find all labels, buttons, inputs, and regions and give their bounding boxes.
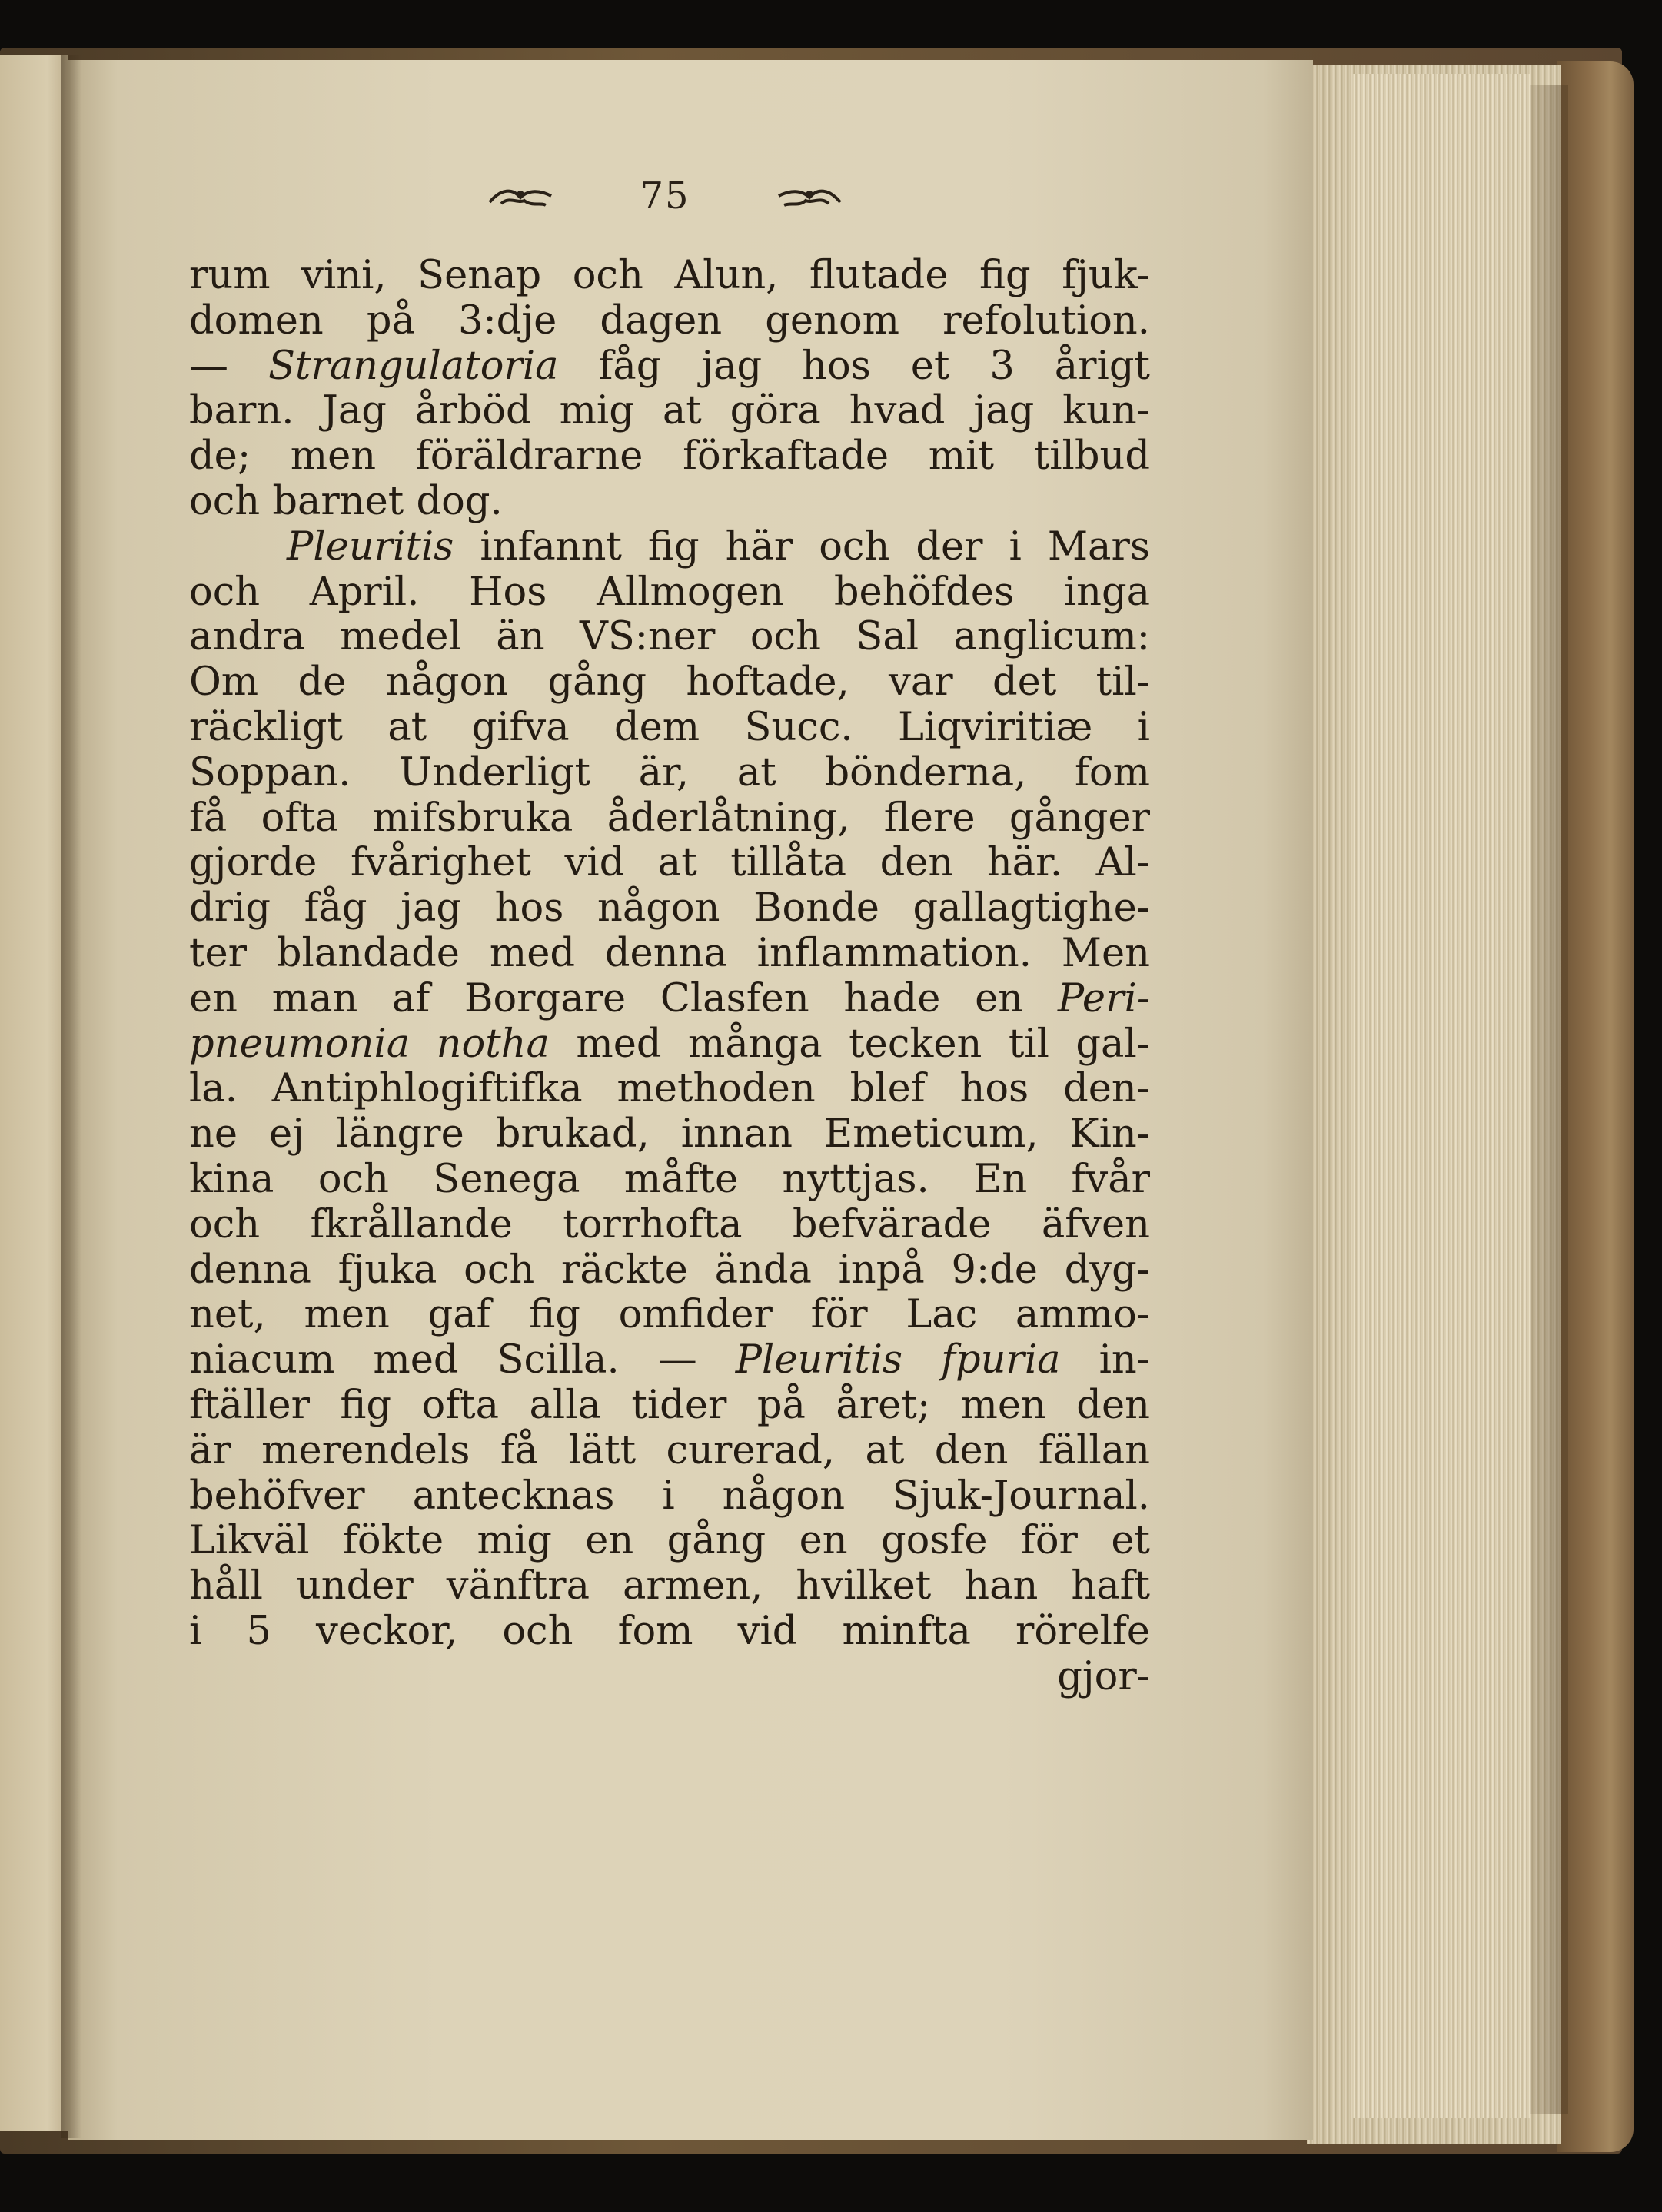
text-run: en man af Borgare Clasfen hade en [189,975,1058,1021]
text-run: kina och Senega måfte nyttjas. En fvår [189,1156,1150,1202]
text-run: andra medel än VS:ner och Sal anglicum: [189,614,1150,660]
text-line [189,254,1150,299]
text-line [189,977,1150,1022]
text-line [189,1293,1150,1338]
text-run: med många tecken til gal- [549,1021,1150,1067]
text-line [189,1022,1150,1068]
text-run: la. Antiphlogiftifka methoden blef hos den- [189,1066,1150,1112]
fleuron-ornament-left-icon [486,181,555,211]
text-line [189,1248,1150,1294]
text-line [189,1112,1150,1157]
page-number: 75 [640,174,690,218]
text-line [189,1429,1150,1474]
text-run: gjor- [1057,1653,1150,1699]
text-line [189,1564,1150,1609]
fleuron-ornament-right-icon [775,181,844,211]
text-run: ne ej längre brukad, innan Emeticum, Kin- [189,1111,1150,1157]
text-line [189,1338,1150,1383]
text-line [189,1474,1150,1520]
text-run: i 5 veckor, och fom vid minfta rörelfe [189,1608,1150,1654]
book-cover-edge [1557,61,1634,2152]
text-run: håll under vänftra armen, hvilket han haft [189,1563,1150,1609]
text-line [189,751,1150,796]
page-edges-inner [1353,74,1530,2118]
text-line [189,525,1150,570]
text-line [189,570,1150,616]
text-run: och April. Hos Allmogen behöfdes inga [189,569,1150,615]
text-line [189,932,1150,977]
text-line [189,480,1150,525]
page-header [461,165,869,227]
text-line [189,389,1150,434]
text-line [189,1067,1150,1112]
text-run: Likväl fökte mig en gång en gosfe för et [189,1518,1150,1564]
text-run: net, men gaf fig omfider för Lac ammo- [189,1292,1150,1338]
text-run: rum vini, Senap och Alun, flutade fig fjuk- [189,253,1150,298]
italic-term: Strangulatoria [268,343,559,389]
gutter-shadow [61,55,81,2138]
text-run: behöfver antecknas i någon Sjuk-Journal. [189,1473,1150,1519]
text-line [189,706,1150,751]
text-line [189,615,1150,660]
italic-term: Peri- [1057,975,1150,1021]
italic-term: Pleuritis [287,523,454,570]
text-run: domen på 3:dje dagen genom refolution. [189,297,1150,344]
italic-term: Pleuritis fpuria [735,1337,1061,1383]
body-text [189,254,1150,1700]
text-run: ftäller fig ofta alla tider på året; men den [189,1382,1150,1428]
text-line [189,660,1150,706]
text-line [189,1383,1150,1429]
text-line [189,1203,1150,1248]
text-run: niacum med Scilla. — [189,1337,736,1383]
text-run: drig fåg jag hos någon Bonde gallagtighe- [189,885,1150,932]
text-run: är merendels få lätt curerad, at den fällan [189,1427,1150,1473]
text-run: Om de någon gång hoftade, var det til- [189,659,1150,706]
text-run: barn. Jag årböd mig at göra hvad jag kun- [189,388,1150,434]
text-run: räckligt at gifva dem Succ. Liqviritiæ i [189,704,1150,750]
text-line [189,344,1150,390]
page-edges-shade [1530,85,1568,2114]
text-line [189,434,1150,480]
text-run: och fkrållande torrhofta befvärade äfven [189,1201,1150,1247]
italic-term: pneumonia notha [189,1021,550,1067]
text-run: fåg jag hos et 3 årigt [558,343,1150,389]
text-run: — [189,343,268,389]
text-line [189,1519,1150,1564]
text-run: gjorde fvårighet vid at tillåta den här. Al- [189,840,1150,886]
text-run: de; men föräldrarne förkaftade mit tilbud [189,433,1150,480]
text-run: in- [1060,1337,1150,1383]
text-run: infannt fig här och der i Mars [454,523,1150,570]
text-run: Soppan. Underligt är, at bönderna, fom [189,749,1150,795]
previous-page-sliver [0,55,68,2131]
text-run: få ofta mifsbruka åderlåtning, flere gånger [189,795,1150,841]
text-line [189,841,1150,886]
text-run: denna fjuka och räckte ända inpå 9:de dyg- [189,1247,1150,1293]
text-line [189,886,1150,932]
text-run: och barnet dog. [189,478,503,524]
text-line [189,1157,1150,1203]
text-line [189,1609,1150,1655]
text-line [189,299,1150,344]
text-line [189,1655,1150,1700]
text-line [189,796,1150,842]
text-run: ter blandade med denna inflammation. Men [189,930,1150,976]
